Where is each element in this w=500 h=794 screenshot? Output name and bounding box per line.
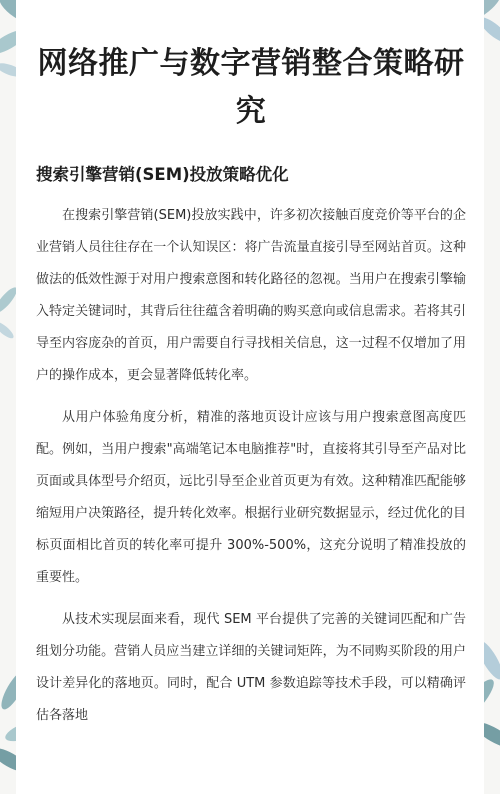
document-page — [16, 0, 484, 794]
section-heading: 搜索引擎营销(SEM)投放策略优化 — [36, 165, 289, 184]
paragraph-3: 从技术实现层面来看，现代 SEM 平台提供了完善的关键词匹配和广告组划分功能。营销人员应当建立详细的关键词矩阵，为不同购买阶段的用户设计差异化的落地页。同时，配合 UTM 参数追踪等技术手段，可以精确评估各落地 — [36, 612, 466, 723]
paragraph-2: 从用户体验角度分析，精准的落地页设计应该与用户搜索意图高度匹配。例如，当用户搜索"高端笔记本电脑推荐"时，直接将其引导至产品对比页面或具体型号介绍页，远比引导至企业首页更为有效。这种精准匹配能够缩短用户决策路径，提升转化效率。根据行业研究数据显示，经过优化的目标页面相比首页的转化率可提升 300%-500%，这充分说明了精准投放的重要性。 — [36, 410, 466, 585]
paragraph-1: 在搜索引擎营销(SEM)投放实践中，许多初次接触百度竞价等平台的企业营销人员往往存在一个认知误区：将广告流量直接引导至网站首页。这种做法的低效性源于对用户搜索意图和转化路径的忽视。当用户在搜索引擎输入特定关键词时，其背后往往蕴含着明确的购买意向或信息需求。若将其引导至内容庞杂的首页，用户需要自行寻找相关信息，这一过程不仅增加了用户的操作成本，更会显著降低转化率。 — [36, 208, 466, 383]
document-title: 网络推广与数字营销整合策略研究 — [37, 46, 465, 129]
document-content — [36, 40, 466, 742]
